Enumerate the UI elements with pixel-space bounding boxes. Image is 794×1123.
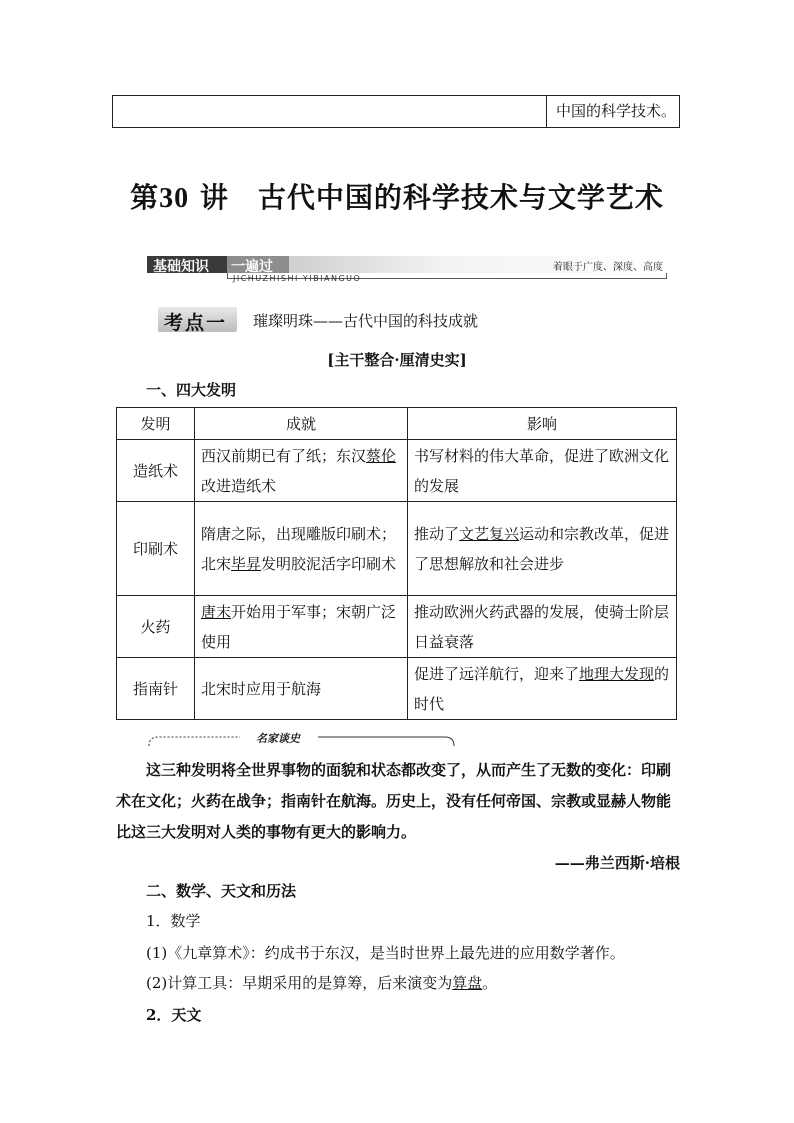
section-note: [主干整合·厘清史实]: [327, 351, 467, 369]
section-heading-2: 二、数学、天文和历法: [146, 882, 297, 900]
table-row: [117, 440, 677, 502]
subheading-math: 1．数学: [146, 912, 201, 930]
invention-name: 造纸术: [117, 440, 195, 502]
page-title: 第30 讲 古代中国的科学技术与文学艺术: [130, 181, 664, 214]
paragraph: (2)计算工具：早期采用的是算筹，后来演变为算盘。: [146, 974, 498, 992]
invention-name: 指南针: [117, 658, 195, 720]
table-header-row: [117, 408, 677, 440]
header-cell: 影响: [408, 408, 677, 440]
quote-text: 这三种发明将全世界事物的面貌和状态都改变了，从而产生了无数的变化：印刷术在文化；火药在战争；指南针在航海。历史上，没有任何帝国、宗教或显赫人物能比这三大发明对人类的事物有更大的影响力。: [116, 761, 672, 841]
invention-name: 印刷术: [117, 502, 195, 596]
table-row: [117, 502, 677, 596]
quote-tag: 名家谈史: [256, 732, 300, 745]
kaodian-title: 璀璨明珠——古代中国的科技成就: [253, 312, 479, 330]
quote-tag-bar: [148, 731, 455, 747]
achievement-cell: 西汉前期已有了纸；东汉蔡伦改进造纸术: [195, 440, 408, 502]
banner-tagline: 着眼于广度、深度、高度: [553, 262, 663, 273]
achievement-cell: 北宋时应用于航海: [195, 658, 408, 720]
achievement-cell: 唐末开始用于军事；宋朝广泛使用: [195, 596, 408, 658]
table-row: [117, 596, 677, 658]
influence-cell: 推动欧洲火药武器的发展，使骑士阶层日益衰落: [408, 596, 677, 658]
paragraph: (1)《九章算术》：约成书于东汉，是当时世界上最先进的应用数学著作。: [146, 944, 625, 962]
influence-cell: 书写材料的伟大革命，促进了欧洲文化的发展: [408, 440, 677, 502]
kaodian-label: 考点一: [164, 312, 228, 334]
table-row: [117, 658, 677, 720]
header-cell: 成就: [195, 408, 408, 440]
header-cell: 发明: [117, 408, 195, 440]
section-banner: [147, 253, 667, 289]
inventions-table: [116, 407, 677, 720]
influence-cell: 促进了远洋航行，迎来了地理大发现的时代: [408, 658, 677, 720]
top-table-fragment: [112, 95, 680, 128]
invention-name: 火药: [117, 596, 195, 658]
influence-cell: 推动了文艺复兴运动和宗教改革，促进了思想解放和社会进步: [408, 502, 677, 596]
banner-title-2: 一遍过: [231, 259, 273, 275]
banner-title: 基础知识: [153, 259, 209, 275]
subheading-astronomy: 2．天文: [146, 1006, 202, 1024]
table-cell-text: 中国的科学技术。: [556, 102, 677, 120]
section-heading-1: 一、四大发明: [146, 381, 237, 399]
banner-subtitle: JICHUZHISHI YIBIANGUO: [233, 274, 362, 283]
achievement-cell: 隋唐之际，出现雕版印刷术；北宋毕昇发明胶泥活字印刷术: [195, 502, 408, 596]
table-divider: [546, 96, 547, 127]
quote-attribution: ——弗兰西斯·培根: [554, 854, 680, 872]
